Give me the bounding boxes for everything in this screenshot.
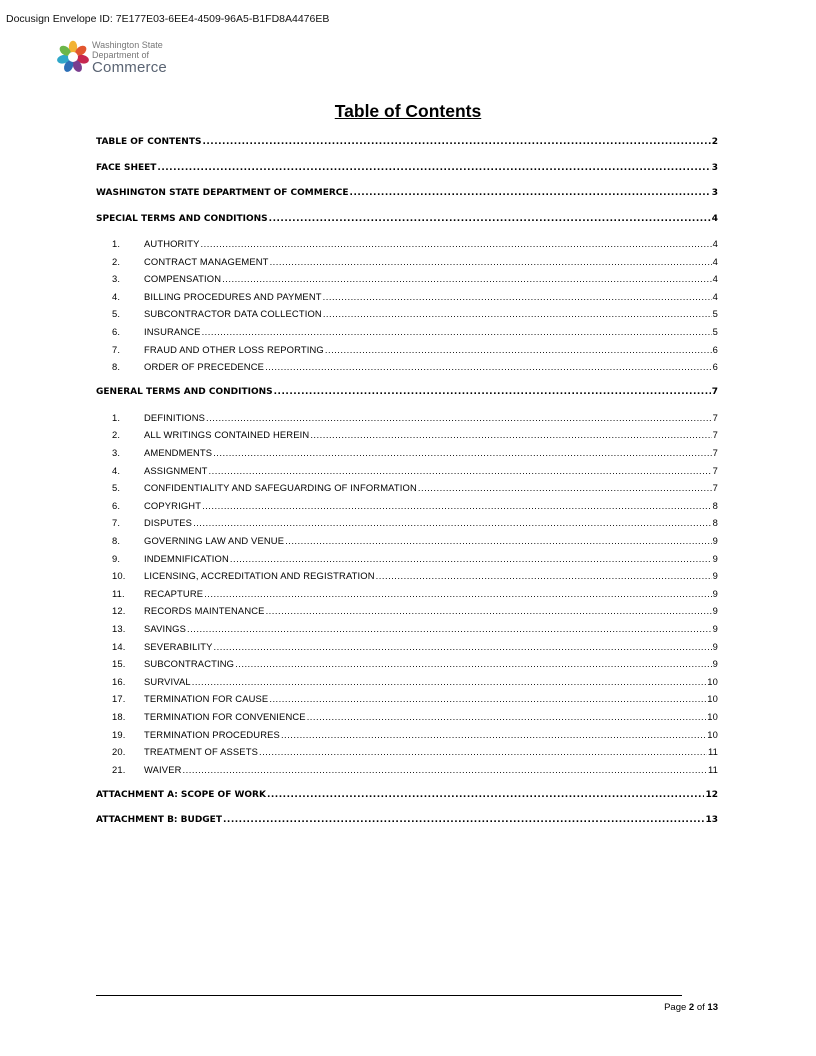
toc-entry-page: 7 xyxy=(711,387,718,397)
toc-entry-number: 5. xyxy=(112,308,121,319)
dot-leader xyxy=(230,553,712,564)
toc-entry-label: FRAUD AND OTHER LOSS REPORTING xyxy=(144,344,324,355)
toc-entry[interactable] xyxy=(112,361,718,372)
toc-entry[interactable] xyxy=(96,188,718,198)
toc-entry-number: 12. xyxy=(112,605,126,616)
toc-entry-label: AMENDMENTS xyxy=(144,447,213,458)
toc-entry-number: 7. xyxy=(112,517,121,528)
dot-leader xyxy=(274,387,711,397)
toc-entry-page: 10 xyxy=(707,693,718,704)
toc-entry-label: TERMINATION PROCEDURES xyxy=(144,729,280,740)
toc-entry-page: 4 xyxy=(712,238,718,249)
toc-entry[interactable] xyxy=(112,658,718,669)
dot-leader xyxy=(323,291,712,302)
footer-of-word: of xyxy=(696,1002,705,1013)
toc-entry-number: 17. xyxy=(112,693,126,704)
toc-entry-label: RECORDS MAINTENANCE xyxy=(144,605,265,616)
toc-entry-label: TABLE OF CONTENTS xyxy=(96,137,202,147)
toc-entry-page: 3 xyxy=(711,163,718,173)
footer-page-word: Page xyxy=(664,1002,687,1013)
toc-entry-label: ASSIGNMENT xyxy=(144,465,208,476)
toc-entry-label: ATTACHMENT A: SCOPE OF WORK xyxy=(96,790,266,800)
toc-entry-number: 1. xyxy=(112,412,121,423)
toc-entry-number: 16. xyxy=(112,676,126,687)
toc-entry-page: 7 xyxy=(712,465,718,476)
toc-entry[interactable] xyxy=(112,465,718,476)
toc-entry-number: 4. xyxy=(112,291,121,302)
toc-entry-label: GENERAL TERMS AND CONDITIONS xyxy=(96,387,273,397)
toc-entry-number: 9. xyxy=(112,553,121,564)
dot-leader xyxy=(201,238,712,249)
toc-entry[interactable] xyxy=(112,326,718,337)
toc-entry-page: 5 xyxy=(712,326,718,337)
toc-entry-page: 4 xyxy=(712,291,718,302)
toc-entry-label: WASHINGTON STATE DEPARTMENT OF COMMERCE xyxy=(96,188,349,198)
toc-entry[interactable] xyxy=(96,790,718,800)
dot-leader xyxy=(206,412,712,423)
toc-entry[interactable] xyxy=(112,500,718,511)
toc-entry-label: TERMINATION FOR CONVENIENCE xyxy=(144,711,306,722)
toc-entry-page: 3 xyxy=(711,188,718,198)
toc-entry-label: WAIVER xyxy=(144,764,182,775)
toc-entry-number: 3. xyxy=(112,447,121,458)
toc-entry-number: 7. xyxy=(112,344,121,355)
toc-entry-page: 8 xyxy=(712,500,718,511)
toc-entry[interactable] xyxy=(96,137,718,147)
toc-entry-label: LICENSING, ACCREDITATION AND REGISTRATION xyxy=(144,570,375,581)
dot-leader xyxy=(214,641,712,652)
toc-entry[interactable] xyxy=(112,256,718,267)
logo-line-1: Washington State xyxy=(92,40,163,50)
toc-entry-page: 7 xyxy=(712,482,718,493)
dot-leader xyxy=(187,623,712,634)
toc-entry-number: 6. xyxy=(112,500,121,511)
toc-entry-number: 8. xyxy=(112,535,121,546)
toc-entry-page: 4 xyxy=(712,256,718,267)
dot-leader xyxy=(223,815,704,825)
toc-entry[interactable] xyxy=(112,535,718,546)
dot-leader xyxy=(183,764,707,775)
footer-rule xyxy=(96,995,682,996)
toc-entry-label: SEVERABILITY xyxy=(144,641,213,652)
toc-entry-number: 18. xyxy=(112,711,126,722)
toc-entry[interactable] xyxy=(112,570,718,581)
toc-entry-label: RECAPTURE xyxy=(144,588,204,599)
toc-entry-label: ATTACHMENT B: BUDGET xyxy=(96,815,222,825)
toc-entry-label: TREATMENT OF ASSETS xyxy=(144,746,258,757)
toc-entry-page: 6 xyxy=(712,361,718,372)
toc-entry-label: INDEMNIFICATION xyxy=(144,553,229,564)
toc-entry-page: 10 xyxy=(707,676,718,687)
toc-entry[interactable] xyxy=(112,429,718,440)
dot-leader xyxy=(209,465,712,476)
toc-entry[interactable] xyxy=(96,214,718,224)
toc-entry-page: 9 xyxy=(712,658,718,669)
dot-leader xyxy=(310,429,711,440)
toc-entry[interactable] xyxy=(112,553,718,564)
toc-entry-page: 11 xyxy=(707,764,718,775)
footer-current-page: 2 xyxy=(688,1002,695,1013)
toc-entry-page: 7 xyxy=(712,412,718,423)
logo-line-3: Commerce xyxy=(92,59,167,76)
toc-entry-page: 6 xyxy=(712,344,718,355)
toc-entry-number: 8. xyxy=(112,361,121,372)
dot-leader xyxy=(202,326,712,337)
dot-leader xyxy=(325,344,712,355)
toc-entry-page: 9 xyxy=(712,535,718,546)
toc-entry-number: 4. xyxy=(112,465,121,476)
toc-entry-page: 12 xyxy=(705,790,718,800)
toc-entry-number: 3. xyxy=(112,273,121,284)
toc-entry[interactable] xyxy=(112,746,718,757)
dot-leader xyxy=(269,693,706,704)
dot-leader xyxy=(350,188,711,198)
page-footer xyxy=(664,1002,718,1013)
dot-leader xyxy=(157,163,710,173)
dot-leader xyxy=(265,361,712,372)
toc-entry[interactable] xyxy=(112,729,718,740)
toc-entry-page: 7 xyxy=(712,429,718,440)
toc-entry-page: 2 xyxy=(711,137,718,147)
toc-entry[interactable] xyxy=(112,623,718,634)
toc-entry[interactable] xyxy=(112,412,718,423)
toc-entry[interactable] xyxy=(96,387,718,397)
toc-entry-page: 10 xyxy=(707,711,718,722)
toc-entry-label: BILLING PROCEDURES AND PAYMENT xyxy=(144,291,322,302)
toc-entry-label: AUTHORITY xyxy=(144,238,200,249)
dot-leader xyxy=(192,676,707,687)
dot-leader xyxy=(270,256,712,267)
toc-entry[interactable] xyxy=(112,605,718,616)
toc-entry-page: 9 xyxy=(712,623,718,634)
toc-entry-label: DISPUTES xyxy=(144,517,193,528)
toc-entry-page: 8 xyxy=(712,517,718,528)
toc-entry[interactable] xyxy=(112,344,718,355)
toc-entry[interactable] xyxy=(112,641,718,652)
toc-entry[interactable] xyxy=(112,238,718,249)
toc-entry-page: 9 xyxy=(712,570,718,581)
dot-leader xyxy=(202,500,712,511)
toc-entry-label: CONTRACT MANAGEMENT xyxy=(144,256,269,267)
toc-entry-label: SAVINGS xyxy=(144,623,187,634)
toc-entry[interactable] xyxy=(112,764,718,775)
toc-entry[interactable] xyxy=(96,815,718,825)
dot-leader xyxy=(281,729,706,740)
toc-entry-label: DEFINITIONS xyxy=(144,412,206,423)
toc-entry-number: 21. xyxy=(112,764,126,775)
toc-entry-page: 9 xyxy=(712,641,718,652)
toc-entry-number: 2. xyxy=(112,429,121,440)
envelope-id: Docusign Envelope ID: 7E177E03-6EE4-4509-96A5-B1FD8A4476EB xyxy=(6,13,330,25)
dot-leader xyxy=(418,482,712,493)
toc-entry-number: 14. xyxy=(112,641,126,652)
toc-entry-label: SUBCONTRACTING xyxy=(144,658,235,669)
dot-leader xyxy=(259,746,707,757)
dot-leader xyxy=(285,535,712,546)
toc-entry-number: 6. xyxy=(112,326,121,337)
toc-entry[interactable] xyxy=(112,482,718,493)
dot-leader xyxy=(376,570,712,581)
toc-entry-label: COPYRIGHT xyxy=(144,500,202,511)
toc-entry-label: SPECIAL TERMS AND CONDITIONS xyxy=(96,214,268,224)
toc-entry-label: SURVIVAL xyxy=(144,676,191,687)
toc-entry[interactable] xyxy=(112,711,718,722)
toc-entry-number: 10. xyxy=(112,570,126,581)
logo-star-icon xyxy=(56,40,90,74)
toc-entry-number: 13. xyxy=(112,623,126,634)
toc-entry-label: CONFIDENTIALITY AND SAFEGUARDING OF INFORMATION xyxy=(144,482,417,493)
toc-entry-page: 4 xyxy=(711,214,718,224)
footer-total-pages: 13 xyxy=(707,1002,718,1013)
toc-entry-label: SUBCONTRACTOR DATA COLLECTION xyxy=(144,308,322,319)
toc-entry-label: TERMINATION FOR CAUSE xyxy=(144,693,269,704)
toc-entry[interactable] xyxy=(96,163,718,173)
toc-entry-page: 10 xyxy=(707,729,718,740)
toc-entry-page: 9 xyxy=(712,553,718,564)
toc-entry-page: 5 xyxy=(712,308,718,319)
dot-leader xyxy=(266,605,712,616)
page-title: Table of Contents xyxy=(334,101,482,121)
dot-leader xyxy=(213,447,711,458)
dot-leader xyxy=(267,790,705,800)
toc-entry-label: FACE SHEET xyxy=(96,163,157,173)
toc-entry[interactable] xyxy=(112,676,718,687)
dot-leader xyxy=(193,517,712,528)
toc-entry[interactable] xyxy=(112,693,718,704)
toc-entry-number: 15. xyxy=(112,658,126,669)
toc-entry-page: 11 xyxy=(707,746,718,757)
commerce-logo xyxy=(56,40,176,76)
logo-line-2: Department of xyxy=(92,50,150,60)
toc-entry[interactable] xyxy=(112,291,718,302)
toc-entry-number: 20. xyxy=(112,746,126,757)
toc-entry[interactable] xyxy=(112,447,718,458)
toc-entry-label: GOVERNING LAW AND VENUE xyxy=(144,535,285,546)
toc-entry-label: COMPENSATION xyxy=(144,273,222,284)
toc-entry-number: 5. xyxy=(112,482,121,493)
toc-entry-page: 4 xyxy=(712,273,718,284)
toc-entry-number: 19. xyxy=(112,729,126,740)
toc-entry-number: 11. xyxy=(112,588,125,599)
toc-entry[interactable] xyxy=(112,517,718,528)
toc-entry[interactable] xyxy=(112,273,718,284)
dot-leader xyxy=(202,137,710,147)
toc-entry-page: 7 xyxy=(712,447,718,458)
dot-leader xyxy=(307,711,707,722)
toc-entry[interactable] xyxy=(112,308,718,319)
toc-entry-number: 2. xyxy=(112,256,121,267)
toc-entry-page: 9 xyxy=(712,605,718,616)
dot-leader xyxy=(323,308,712,319)
dot-leader xyxy=(269,214,711,224)
toc-entry-label: ORDER OF PRECEDENCE xyxy=(144,361,265,372)
toc-entry-page: 13 xyxy=(705,815,718,825)
dot-leader xyxy=(222,273,711,284)
toc-entry[interactable] xyxy=(112,588,718,599)
toc-entry-label: INSURANCE xyxy=(144,326,201,337)
toc-entry-number: 1. xyxy=(112,238,121,249)
dot-leader xyxy=(204,588,711,599)
toc-entry-page: 9 xyxy=(712,588,718,599)
toc-entry-label: ALL WRITINGS CONTAINED HEREIN xyxy=(144,429,310,440)
dot-leader xyxy=(235,658,712,669)
